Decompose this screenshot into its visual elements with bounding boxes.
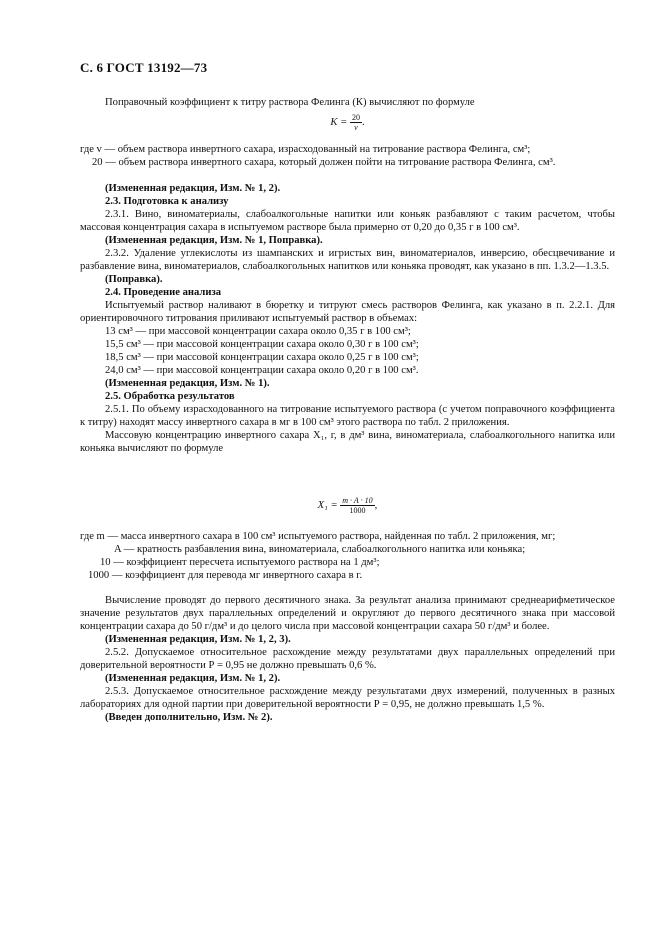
edition-note-6: (Измененная редакция, Изм. № 1, 2). — [105, 673, 281, 684]
where-1000: 1000 — коэффициент для перевода мг инвертного сахара в г. — [88, 570, 363, 581]
formula-k — [80, 113, 615, 132]
edition-note-7: (Введен дополнительно, Изм. № 2). — [105, 712, 273, 723]
paragraph-2-3-1: 2.3.1. Вино, виноматериалы, слабоалкогольные напитки или коньяк разбавляют с таким расчетом, чтобы массовая концентрация сахара в испытуемом растворе была примерно от 0,20 до 0,35 г в 100 см³. — [80, 209, 615, 233]
formula-k-tail: . — [361, 116, 365, 128]
formula-x1-fraction — [340, 496, 374, 515]
formula-x1 — [80, 496, 615, 515]
where-list-1 — [80, 143, 615, 169]
where-20: 20 — объем раствора инвертного сахара, который должен пойти на титрование раствора Фелинга, см³. — [92, 157, 556, 168]
paragraph-2-3-2: 2.3.2. Удаление углекислоты из шампанских и игристых вин, виноматериалов, инверсию, обесцвечивание и разбавление вина, виноматериалов, слабоалкогольных напитков или коньяка проводят, как указано в пп. 1.3.2—1.3.5. — [80, 248, 615, 272]
paragraph-2-5-2: 2.5.2. Допускаемое относительное расхождение между результатами двух параллельных определений при доверительной вероятности Р = 0,95 не должно превышать 0,6 %. — [80, 647, 615, 671]
volume-item-3: 18,5 см³ — при массовой концентрации сахара около 0,25 г в 100 см³; — [105, 352, 419, 363]
formula-x1-lhs: X₁ = — [317, 499, 338, 511]
volume-item-1: 13 см³ — при массовой концентрации сахара около 0,35 г в 100 см³; — [105, 326, 411, 337]
formula-k-denominator: v — [354, 123, 358, 132]
where-a: A — кратность разбавления вина, виноматериала, слабоалкогольного напитка или коньяка; — [114, 544, 526, 555]
paragraph-calculation: Вычисление проводят до первого десятичного знака. За результат анализа принимают среднеарифметическое значение результатов двух параллельных определений и округляют до первого десятичного знака при массовой концентрации сахара до 50 г/дм³ и до целого числа при массовой концентрации сахара 50 г/дм³ и более. — [80, 595, 615, 632]
intro-paragraph: Поправочный коэффициент к титру раствора Фелинга (К) вычисляют по формуле — [105, 97, 475, 108]
edition-note-5: (Измененная редакция, Изм. № 1, 2, 3). — [105, 634, 291, 645]
edition-note-2: (Измененная редакция, Изм. № 1, Поправка). — [105, 235, 323, 246]
paragraph-2-5-3: 2.5.3. Допускаемое относительное расхождение между результатами двух измерений, полученных в разных лабораториях для одной партии при доверительной вероятности Р = 0,95, не должно превышать 1,5 %. — [80, 686, 615, 710]
where-10: 10 — коэффициент пересчета испытуемого раствора на 1 дм³; — [100, 557, 380, 568]
page-header: С. 6 ГОСТ 13192—73 — [80, 60, 208, 75]
formula-x1-denominator: 1000 — [349, 506, 366, 515]
paragraph-2-4: Испытуемый раствор наливают в бюретку и титруют смесь растворов Фелинга, как указано в п. 2.2.1. Для ориентировочного титрования приливают испытуемый раствор в объемах: — [80, 300, 615, 324]
heading-2-4: 2.4. Проведение анализа — [105, 287, 221, 298]
volume-item-2: 15,5 см³ — при массовой концентрации сахара около 0,30 г в 100 см³; — [105, 339, 419, 350]
formula-k-lhs: K = — [330, 116, 348, 128]
where-m: где m — масса инвертного сахара в 100 см³ испытуемого раствора, найденная по табл. 2 приложения, мг; — [80, 531, 556, 542]
section-2-5-tail — [80, 594, 615, 724]
edition-note-1: (Измененная редакция, Изм. № 1, 2). — [105, 183, 281, 194]
paragraph-2-5-1: 2.5.1. По объему израсходованного на титрование испытуемого раствора (с учетом поправочного коэффициента к титру) находят массу инвертного сахара в мг в 100 см³ этого раствора по табл. 2 приложения. — [80, 404, 615, 428]
paragraph-2-5-1b: Массовую концентрацию инвертного сахара X₁, г, в дм³ вина, виноматериала, слабоалкогольного напитка или коньяка вычисляют по формуле — [80, 430, 615, 454]
heading-2-3: 2.3. Подготовка к анализу — [105, 196, 229, 207]
where-list-2 — [80, 530, 615, 582]
where-v: где v — объем раствора инвертного сахара, израсходованный на титрование раствора Фелинга, см³; — [80, 144, 531, 155]
formula-x1-numerator: m · A · 10 — [342, 496, 373, 505]
edition-note-3: (Поправка). — [105, 274, 163, 285]
heading-2-5: 2.5. Обработка результатов — [105, 391, 235, 402]
formula-k-fraction — [350, 113, 362, 132]
formula-x1-tail: , — [374, 499, 378, 511]
formula-k-numerator: 20 — [351, 113, 360, 122]
edition-note-4: (Измененная редакция, Изм. № 1). — [105, 378, 270, 389]
volume-item-4: 24,0 см³ — при массовой концентрации сахара около 0,20 г в 100 см³. — [105, 365, 419, 376]
section-2-3 — [80, 182, 615, 455]
